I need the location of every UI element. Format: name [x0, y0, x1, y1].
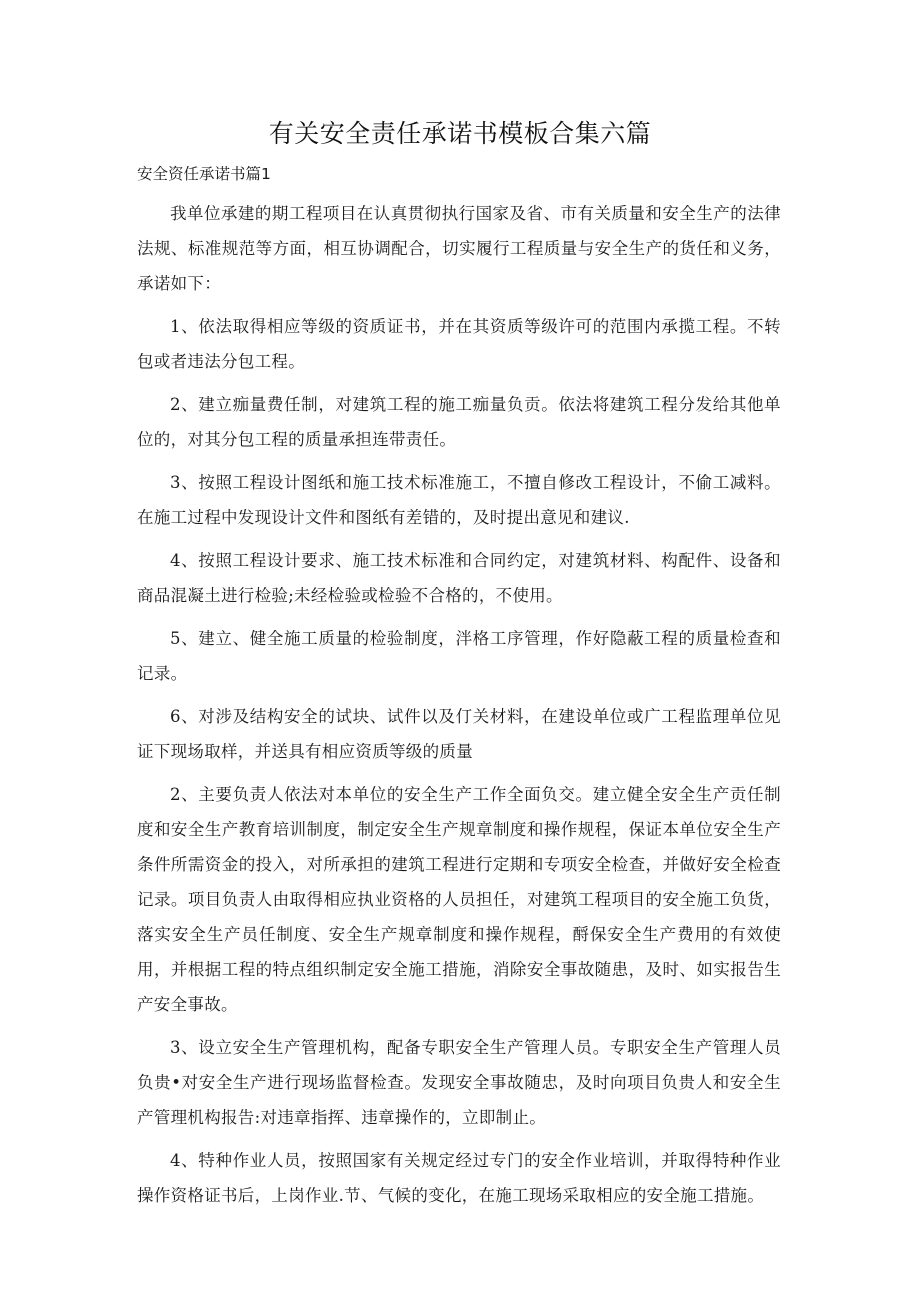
document-body — [137, 196, 781, 1221]
paragraph-item-4: 4、按照工程设计要求、施工技术标准和合同约定，对建筑材料、构配件、设备和商品混凝土进行检验;未经检验或检验不合格的，不使用。 — [137, 551, 781, 605]
paragraph-item-3: 3、按照工程设计图纸和施工技术标准施工，不擅自修改工程设计，不偷工减料。在施工过程中发现设计文件和图纸有差错的，及时提出意见和建议. — [137, 473, 781, 527]
section-heading: 安全资任承诺书篇1 — [137, 165, 271, 183]
document-title: 有关安全责任承诺书模板合集六篇 — [268, 119, 652, 148]
paragraph-item-2: 2、建立痂量费任制，对建筑工程的施工痂量负贡。依法将建筑工程分发给其他单位的，对其分包工程的质量承担连带责任。 — [137, 395, 781, 449]
paragraph-item-6: 6、对涉及结构安全的试块、试件以及仃关材料，在建设单位或广工程监理单位见证下现场取样，并送具有相应资质等级的质量 — [137, 707, 781, 761]
paragraph-item-5: 5、建立、健全施工质量的检验制度，泮格工序管理，作好隐蔽工程的质量检查和记录。 — [137, 629, 781, 683]
paragraph-item-1: 1、依法取得相应等级的资质证书，并在其资质等级许可的范围内承揽工程。不转包或者违法分包工程。 — [137, 317, 781, 371]
paragraph-responsibility-2: 2、主要负责人依法对本单位的安全生产工作全面负交。建立健全安全生产贡任制度和安全生产教育培训制度，制定安全生产规章制度和操作规程，保证本单位安全生产条件所需资金的投入，对所承担的建筑工程进行定期和专项安全检查，并做好安全检查记录。项目负责人由取得相应执业资格的人员担任，对建筑工程项目的安全施工负货，落实安全生产员任制度、安全生产规章制度和操作规程，酹保安全生产费用的有效使用，并根据工程的特点组织制定安全施工措施，消除安全事故随患，及时、如实报告生产安全事故。 — [137, 785, 781, 1014]
paragraph-responsibility-4: 4、特种作业人员，按照国家有关规定经过专门的安全作业培训，并取得特种作业操作资格证书后，上岗作业.节、气候的变化，在施工现场采取相应的安全施工措施。 — [137, 1151, 781, 1205]
paragraph-responsibility-3: 3、设立安全生产管理机构，配备专职安全生产管理人员。专职安全生产管理人员负贵•对安全生产进行现场监督检查。发现安全事故随忠，及时向项目负贵人和安全生产管理机构报告:对违章指挥、违章操作的，立即制止。 — [137, 1038, 781, 1127]
paragraph-intro: 我单位承建的期工程项目在认真贯彻执行国家及省、市有关质量和安全生产的法律法规、标准规范等方面，相互协调配合，切实履行工程质量与安全生产的货任和义务，承诺如下： — [137, 204, 781, 293]
